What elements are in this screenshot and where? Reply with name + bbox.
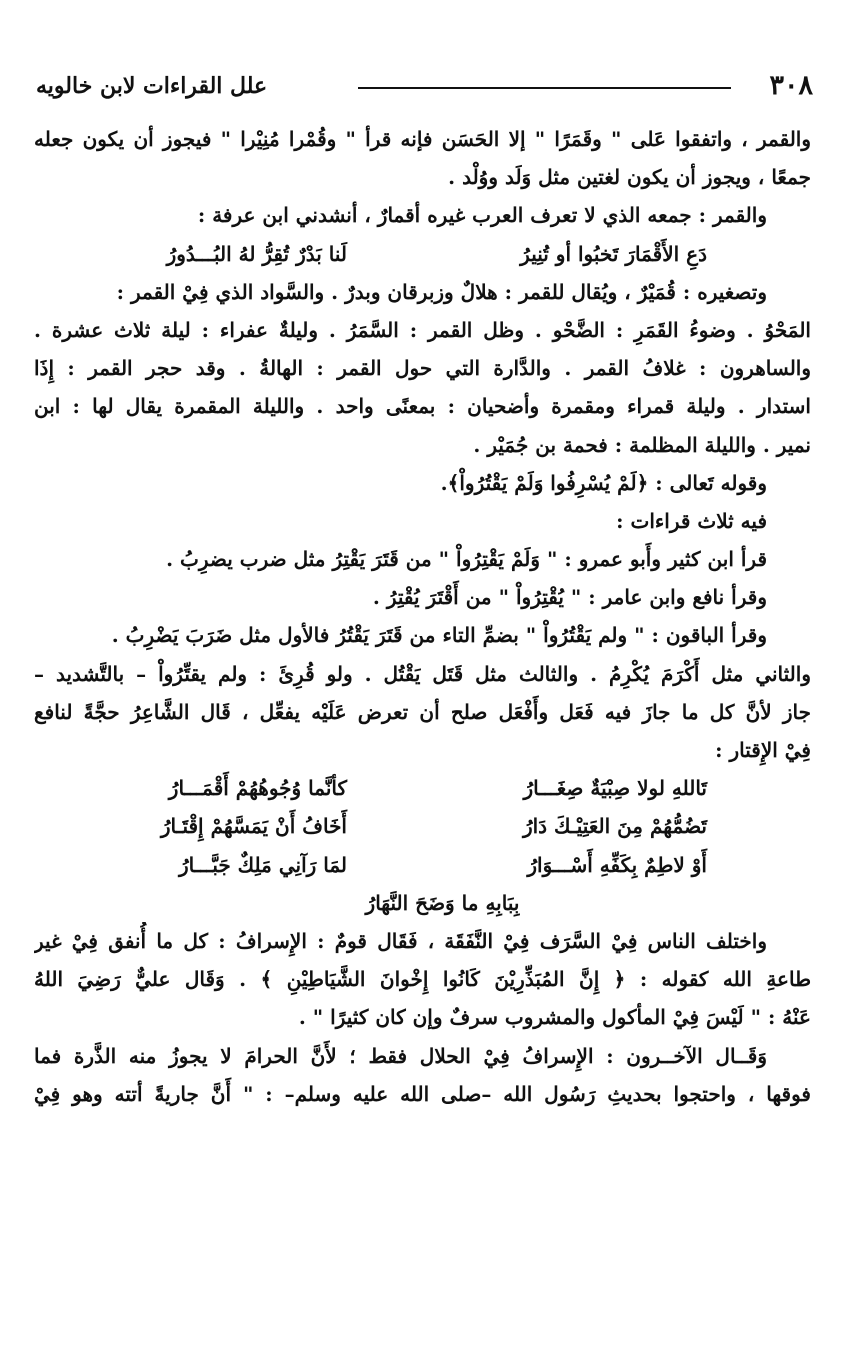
poem-final-line: بِبَابِهِ ما وَضَحَ النَّهَارُ bbox=[365, 890, 520, 915]
page-body bbox=[34, 120, 811, 1113]
verse-hemistich-second: أَخَافُ أَنْ يَمَسَّهُمْ إِقْتَـارُ bbox=[160, 814, 347, 839]
verse-hemistich-second: كأنَّما وُجُوهُهُمْ أَقْمَـــارُ bbox=[168, 776, 347, 801]
text-line: وقرأ نافع وابن عامر : " يُقْتِرُواْ " من أَقْتَرَ يُقْتِرُ . bbox=[372, 585, 767, 610]
text-line: فِيْ الإِقتار : bbox=[715, 738, 811, 762]
text-line: وتصغيره : قُمَيْرٌ ، ويُقال للقمر : هلالٌ وزبرقان وبدرٌ . والسَّواد الذي فِيْ القمر : bbox=[116, 279, 767, 304]
text-line: جاز لأنَّ كل ما جازَ فيه فَعَل وأَفْعَل صلح أن تعرض عَلَيْه يفعِّل ، قَال الشَّاعِرُ حجَّةً لنافع bbox=[34, 699, 811, 724]
page-number: ٣٠٨ bbox=[769, 70, 813, 101]
text-line: وقرأ الباقون : " ولم يَقْتُرُواْ " بضمِّ التاء من قَتَرَ يَقْتُرُ فالأول مثل ضَرَبَ يَضْرِبُ . bbox=[111, 623, 767, 648]
running-title: علل القراءات لابن خالويه bbox=[36, 73, 268, 99]
verse-line bbox=[34, 235, 811, 273]
verse-hemistich-first: أَوْ لاطِمٌ بِكَفِّهِ أَسْـــوَارُ bbox=[527, 852, 707, 877]
text-line: واختلف الناس فِيْ السَّرَف فِيْ النَّفَقَة ، فَقَال قومٌ : الإِسرافُ : كل ما أُنفق فِيْ غير bbox=[34, 928, 767, 953]
verse-hemistich-second: لمَا رَآنِي مَلِكٌ جَبَّـــارُ bbox=[178, 852, 347, 877]
text-line: وَقَــال الآخــرون : الإِسرافُ فِيْ الحلال فقط ؛ لأَنَّ الحرامَ لا يجوزُ منه الذَّرة فما bbox=[34, 1043, 767, 1068]
text-line: والساهرون : غلافُ القمر . والدَّارة التي حول القمر : الهالةُ . وقد حجر القمر : إِذَا bbox=[34, 356, 811, 381]
page-header bbox=[28, 66, 821, 106]
text-line: قرأ ابن كثير وأَبو عمرو : " وَلَمْ يَقْتِرُواْ " من قَتَرَ يَقْتِرُ مثل ضرب يضرِبُ . bbox=[166, 547, 767, 572]
verse-hemistich-first: تَضُمُّهُمْ مِنَ العَتِيْـكَ دَارُ bbox=[522, 814, 707, 839]
text-line: المَحْوُ . وضوءُ القَمَرِ : الضَّحْو . وظل القمر : السَّمَرُ . وليلةٌ عفراء : ليلة ثلاث عشرة . bbox=[34, 317, 811, 342]
text-line: والثاني مثل أَكْرَمَ يُكْرِمُ . والثالث مثل قَتَل يَقْتُل . ولو قُرِئَ : ولم يقتِّرُواْ – بالتَّشديد – bbox=[34, 661, 811, 686]
text-line: نمير . والليلة المظلمة : فحمة بن جُمَيْر . bbox=[473, 432, 811, 457]
text-line: جمعًا ، ويجوز أن يكون لغتين مثل وَلَد ووُلْد . bbox=[448, 165, 811, 190]
text-line: فيه ثلاث قراءات : bbox=[616, 508, 767, 533]
header-rule bbox=[358, 87, 731, 89]
poem-line bbox=[34, 807, 811, 845]
poem-line bbox=[34, 846, 811, 884]
text-line: والقمر : جمعه الذي لا تعرف العرب غيره أقمارٌ ، أنشدني ابن عرفة : bbox=[197, 203, 767, 228]
verse-hemistich-first: دَعِ الأَقْمَارَ تَخبُوا أو تُنِيرُ bbox=[520, 241, 707, 266]
verse-hemistich-second: لَنا بَدْرٌ تُقِرُّ لهُ البُـــدُورُ bbox=[166, 241, 347, 266]
verse-hemistich-first: تَاللهِ لولا صِبْيَةٌ صِغَـــارُ bbox=[523, 776, 707, 801]
text-line: استدار . وليلة قمراء ومقمرة وأضحيان : بمعنًى واحد . والليلة المقمرة يقال لها : ابن bbox=[34, 394, 811, 419]
text-line: والقمر ، واتفقوا عَلى " وقَمَرًا " إلا الحَسَن فإنه قرأ " وقُمْرا مُنِيْرا " فيجوز أن يكون جعله bbox=[34, 127, 811, 151]
text-line: طاعةِ الله كقوله : ﴿ إِنَّ المُبَذِّرِيْنَ كَانُوا إِخْوانَ الشَّيَاطِيْنِ ﴾ . وَقَال عليٌّ رَضِيَ اللهُ bbox=[34, 967, 811, 992]
poem-line bbox=[34, 769, 811, 807]
text-line: فوقها ، واحتجوا بحديثِ رَسُول الله –صلى الله عليه وسلم– : " أَنَّ جاريةً أتته وهو فِيْ bbox=[34, 1081, 811, 1106]
text-line: عَنْهُ : " لَيْسَ فِيْ المأكول والمشروب سرفٌ وإن كان كثيرًا " . bbox=[298, 1005, 811, 1030]
quran-citation: وقوله تَعالى : ﴿لَمْ يُسْرِفُوا وَلَمْ يَقْتُرُواْ﴾. bbox=[440, 470, 767, 495]
